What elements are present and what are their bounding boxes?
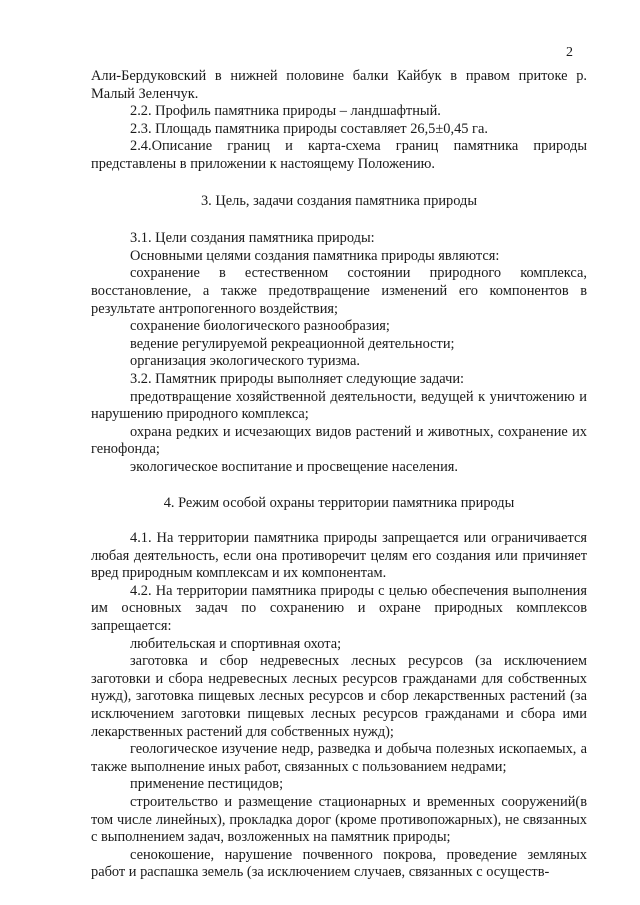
paragraph: Али-Бердуковский в нижней половине балки Кайбук в правом притоке р. Малый Зеленчук. bbox=[91, 68, 587, 102]
page-number: 2 bbox=[566, 45, 573, 60]
section-heading: 3. Цель, задачи создания памятника природы bbox=[200, 192, 477, 209]
paragraph: любительская и спортивная охота; bbox=[130, 635, 342, 652]
paragraph: организация экологического туризма. bbox=[130, 353, 361, 370]
paragraph: предотвращение хозяйственной деятельности, ведущей к уничтожению и нарушению природного комплекса; bbox=[91, 388, 587, 423]
paragraph: применение пестицидов; bbox=[130, 776, 284, 793]
paragraph: 3.2. Памятник природы выполняет следующие задачи: bbox=[130, 370, 465, 387]
paragraph: 3.1. Цели создания памятника природы: bbox=[130, 230, 375, 247]
paragraph: сохранение биологического разнообразия; bbox=[130, 318, 390, 335]
paragraph: заготовка и сбор недревесных лесных ресурсов (за исключением заготовки и сбора недревесных лесных ресурсов гражданами для собственных нужд), заготовка пищевых лесных ресурсов и сбор лекарственных растений (за исключением заготовки пищевых лесных ресурсов гражданами и сбора ими лекарственных растений для собственных нужд); bbox=[91, 653, 587, 740]
paragraph: Основными целями создания памятника природы являются: bbox=[130, 247, 500, 264]
paragraph: 4.1. На территории памятника природы запрещается или ограничивается любая деятельность, если она противоречит целям его создания или причиняет вред природным комплексам и их компонентам. bbox=[91, 530, 587, 582]
paragraph: 2.4.Описание границ и карта-схема границ памятника природы представлены в приложении к настоящему Положению. bbox=[91, 138, 587, 172]
paragraph: 2.3. Площадь памятника природы составляет 26,5±0,45 га. bbox=[130, 120, 488, 137]
paragraph: сенокошение, нарушение почвенного покрова, проведение земляных работ и распашка земель (за исключением случаев, связанных с осуществ- bbox=[91, 846, 587, 881]
paragraph: охрана редких и исчезающих видов растений и животных, сохранение их генофонда; bbox=[91, 423, 587, 458]
paragraph: 4.2. На территории памятника природы с целью обеспечения выполнения им основных задач по сохранению и охране природных комплексов запрещается: bbox=[91, 582, 587, 635]
document-body bbox=[91, 68, 587, 882]
paragraph: сохранение в естественном состоянии природного комплекса, восстановление, а также предотвращение изменений его компонентов в результате антропогенного воздействия; bbox=[91, 265, 587, 317]
paragraph: геологическое изучение недр, разведка и добыча полезных ископаемых, а также выполнение иных работ, связанных с пользованием недрами; bbox=[91, 741, 587, 775]
paragraph: 2.2. Профиль памятника природы – ландшафтный. bbox=[130, 103, 441, 120]
paragraph: строительство и размещение стационарных и временных сооружений(в том числе линейных), прокладка дорог (кроме противопожарных), не связанных с выполнением задач, возложенных на памятник природы; bbox=[91, 793, 587, 846]
section-heading: 4. Режим особой охраны территории памятника природы bbox=[163, 495, 515, 512]
paragraph: экологическое воспитание и просвещение населения. bbox=[130, 458, 459, 475]
paragraph: ведение регулируемой рекреационной деятельности; bbox=[130, 335, 455, 352]
